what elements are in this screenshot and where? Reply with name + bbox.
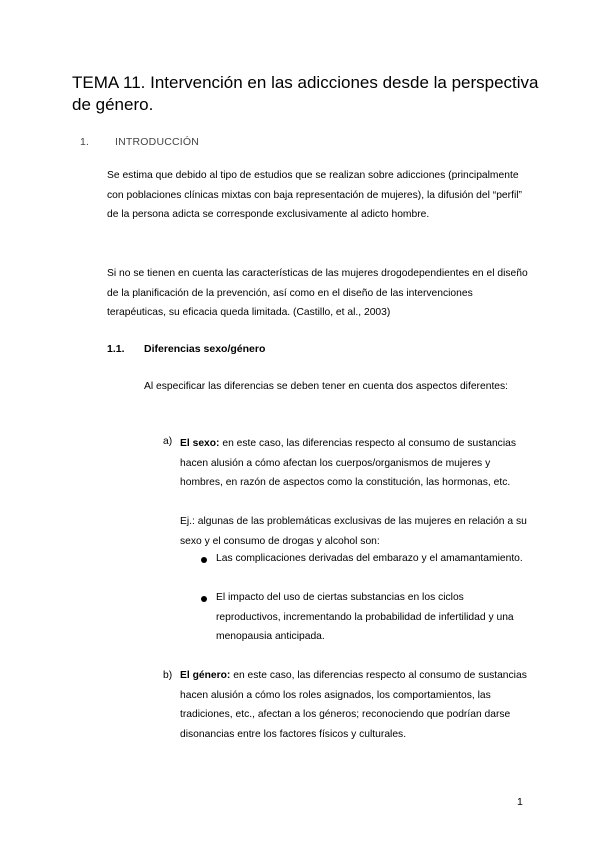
page-title: TEMA 11. Intervención en las adicciones desde la perspectiva de género. <box>72 73 539 114</box>
bullet-icon <box>201 596 207 602</box>
intro-paragraph-1: Se estima que debido al tipo de estudios que se realizan sobre adicciones (principalmente con poblaciones clínicas mixtas con baja representación de mujeres), la difusión del “perfil” de la persona adicta se corresponde exclusivamente al adicto hombre. <box>107 170 522 220</box>
section-label: INTRODUCCIÓN <box>115 136 200 148</box>
subsection-intro: Al especificar las diferencias se deben tener en cuenta dos aspectos diferentes: <box>144 381 509 392</box>
item-a-text <box>180 434 530 493</box>
item-b-marker: b) <box>163 670 173 681</box>
intro-paragraph-2: Si no se tienen en cuenta las características de las mujeres drogodependientes en el diseño de la planificación de la prevención, así como en el diseño de las intervenciones terapéuticas, su eficacia queda limitada. (Castillo, et al., 2003) <box>107 268 528 318</box>
section-heading <box>72 136 199 148</box>
subsection-number: 1.1. <box>107 343 125 355</box>
item-b-description: en este caso, las diferencias respecto al consumo de sustancias hacen alusión a cómo los roles asignados, los comportamientos, las tradiciones, etc., afectan a los géneros; reconociendo que podrían darse disonancias entre los factores físicos y culturales. <box>180 670 527 740</box>
bullet-item-2: El impacto del uso de ciertas substancias en los ciclos reproductivos, incrementando la probabilidad de infertilidad y una menopausia anticipada. <box>216 592 514 642</box>
item-a-example: Ej.: algunas de las problemáticas exclusivas de las mujeres en relación a su sexo y el consumo de drogas y alcohol son: <box>180 516 527 547</box>
item-a-term: El sexo: <box>180 438 220 449</box>
bullet-icon <box>201 557 207 563</box>
subsection-label: Diferencias sexo/género <box>144 343 266 355</box>
page-number: 1 <box>517 796 523 808</box>
item-b-term: El género: <box>180 670 231 681</box>
item-b-text <box>180 666 530 744</box>
bullet-item-1: Las complicaciones derivadas del embarazo y el amamantamiento. <box>216 553 523 564</box>
item-a-description: en este caso, las diferencias respecto al consumo de sustancias hacen alusión a cómo afectan los cuerpos/organismos de mujeres y hombres, en razón de aspectos como la constitución, las hormonas, etc. <box>180 438 516 488</box>
section-number: 1. <box>80 136 90 148</box>
item-a-marker: a) <box>163 436 173 447</box>
subsection-heading <box>107 343 265 355</box>
